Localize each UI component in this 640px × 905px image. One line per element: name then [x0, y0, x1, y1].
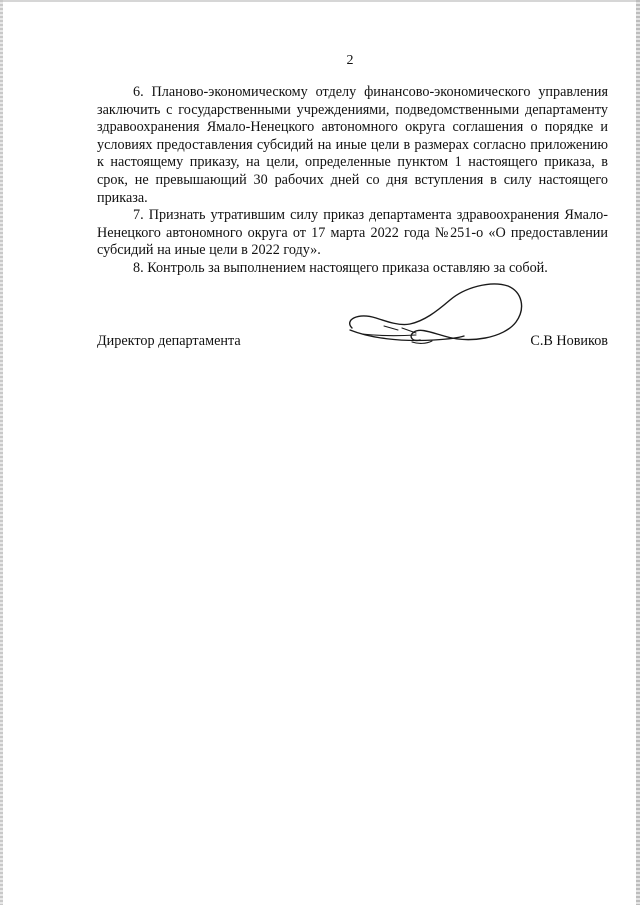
document-body	[97, 84, 608, 278]
paragraph-7: 7. Признать утратившим силу приказ департамента здравоохранения Ямало-Ненецкого автономного округа от 17 марта 2022 года №251-о «О предоставлении субсидий на иные цели в 2022 году».	[97, 207, 608, 259]
paragraph-6: 6. Планово-экономическому отделу финансово-экономического управления заключить с государственными учреждениями, подведомственными департаменту здравоохранения Ямало-Ненецкого автономного округа соглашения о порядке и условиях предоставления субсидий на иные цели в размерах согласно приложению к настоящему приказу, на цели, определенные пунктом 1 настоящего приказа, в срок, не превышающий 30 рабочих дней со дня вступления в силу настоящего приказа.	[97, 84, 608, 206]
paragraph-8: 8. Контроль за выполнением настоящего приказа оставляю за собой.	[133, 259, 548, 276]
signatory-position: Директор департамента	[97, 333, 241, 349]
scan-edge-right	[636, 0, 640, 905]
scan-edge-left	[0, 0, 3, 905]
signatory-name: С.В Новиков	[530, 333, 608, 349]
page-number: 2	[346, 53, 354, 68]
signature-block	[97, 333, 608, 353]
scan-edge-top	[0, 0, 640, 2]
